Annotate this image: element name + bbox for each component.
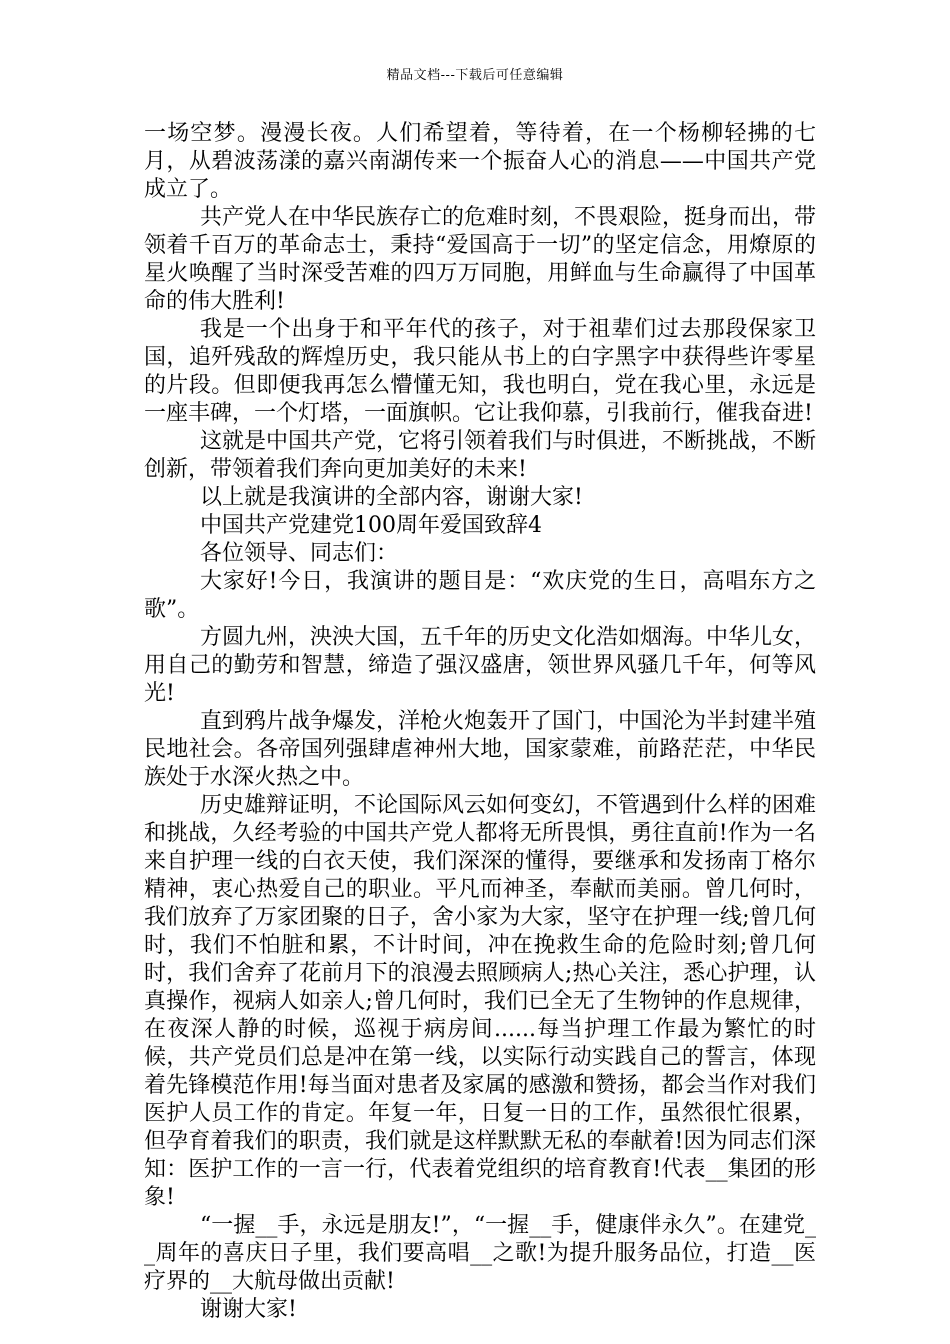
- paragraph-9: 方圆九州，泱泱大国，五千年的历史文化浩如烟海。中华儿女，用自己的勤劳和智慧，缔造了强汉盛唐，领世界风骚几千年，何等风光!: [144, 625, 817, 706]
- paragraph-1: 一场空梦。漫漫长夜。人们希望着，等待着，在一个杨柳轻拂的七月，从碧波荡漾的嘉兴南湖传来一个振奋人心的消息——中国共产党成立了。: [144, 121, 816, 202]
- paragraph-8: 大家好!今日，我演讲的题目是：“欢庆党的生日，高唱东方之歌”。: [144, 569, 816, 622]
- closing: 谢谢大家!: [200, 1297, 297, 1322]
- page-header: 精品文档---下载后可任意编辑: [386, 68, 564, 83]
- paragraph-2: 共产党人在中华民族存亡的危难时刻，不畏艰险，挺身而出，带领着千百万的革命志士，秉持“爱国高于一切”的坚定信念，用燎原的星火唤醒了当时深受苦难的四万万同胞，用鲜血与生命赢得了中国革命的伟大胜利!: [144, 205, 817, 314]
- paragraph-11: 历史雄辩证明，不论国际风云如何变幻，不管遇到什么样的困难和挑战，久经考验的中国共产党人都将无所畏惧，勇往直前!作为一名来自护理一线的白衣天使，我们深深的懂得，要继承和发扬南丁格尔精神，衷心热爱自己的职业。平凡而神圣，奉献而美丽。曾几何时，我们放弃了万家团聚的日子，舍小家为大家，坚守在护理一线;曾几何时，我们不怕脏和累，不计时间，冲在挽救生命的危险时刻;曾几何时，我们舍弃了花前月下的浪漫去照顾病人;热心关注，悉心护理，认真操作，视病人如亲人;曾几何时，我们已全无了生物钟的作息规律，在夜深人静的时候，巡视于病房间......每当护理工作最为繁忙的时候，共产党员们总是冲在第一线，以实际行动实践自己的誓言，体现着先锋模范作用!每当面对患者及家属的感激和赞扬，都会当作对我们医护人员工作的肯定。年复一年，日复一日的工作，虽然很忙很累，但孕育着我们的职责，我们就是这样默默无私的奉献着!因为同志们深知：医护工作的一言一行，代表着党组织的培育教育!代表__集团的形象!: [144, 793, 817, 1210]
- paragraph-12: “一握__手，永远是朋友!”，“一握__手，健康伴永久”。在建党__周年的喜庆日子里，我们要高唱__之歌!为提升服务品位，打造__医疗界的__大航母做出贡献!: [144, 1213, 816, 1294]
- paragraph-10: 直到鸦片战争爆发，洋枪火炮轰开了国门，中国沦为半封建半殖民地社会。各帝国列强肆虐神州大地，国家蒙难，前路茫茫，中华民族处于水深火热之中。: [144, 709, 817, 790]
- document-body: [144, 120, 816, 1324]
- paragraph-5: 以上就是我演讲的全部内容，谢谢大家!: [200, 485, 583, 510]
- paragraph-4: 这就是中国共产党，它将引领着我们与时俱进，不断挑战，不断创新，带领着我们奔向更加美好的未来!: [144, 429, 817, 482]
- section-title: 中国共产党建党100周年爱国致辞4: [200, 513, 542, 538]
- salutation: 各位领导、同志们：: [200, 541, 399, 566]
- paragraph-3: 我是一个出身于和平年代的孩子，对于祖辈们过去那段保家卫国，追歼残敌的辉煌历史，我只能从书上的白字黑字中获得些许零星的片段。但即便我再怎么懵懂无知，我也明白，党在我心里，永远是一座丰碑，一个灯塔，一面旗帜。它让我仰慕，引我前行，催我奋进!: [144, 317, 816, 426]
